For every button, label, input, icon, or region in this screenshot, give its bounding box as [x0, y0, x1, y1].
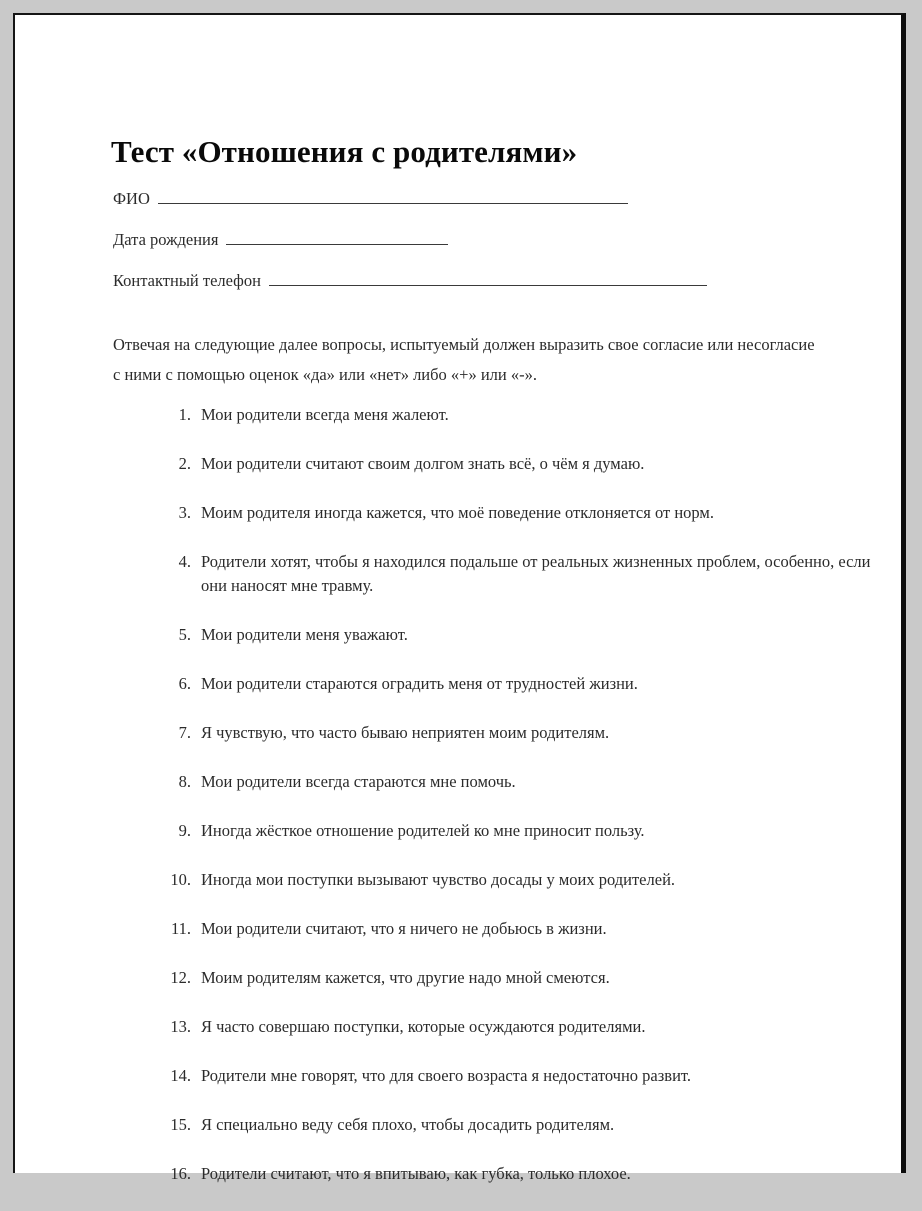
question-item — [153, 452, 883, 476]
form-row — [113, 230, 853, 271]
question-number: 9. — [178, 821, 191, 840]
question-number: 2. — [178, 454, 191, 473]
question-text: Мои родители считают, что я ничего не добьюсь в жизни. — [201, 919, 607, 938]
question-text: Моим родителям кажется, что другие надо мной смеются. — [201, 968, 610, 987]
question-number: 12. — [170, 968, 191, 987]
form-field-label: Дата рождения — [113, 230, 219, 249]
question-text: Мои родители стараются оградить меня от трудностей жизни. — [201, 674, 638, 693]
form-field-blank[interactable] — [158, 190, 628, 204]
question-item — [153, 501, 883, 525]
question-number: 7. — [178, 723, 191, 742]
question-number: 10. — [170, 870, 191, 889]
question-number: 14. — [170, 1066, 191, 1085]
form-row — [113, 189, 853, 230]
question-item — [153, 819, 883, 843]
question-number: 16. — [170, 1164, 191, 1183]
question-number: 3. — [178, 503, 191, 522]
form-field-blank[interactable] — [226, 231, 448, 245]
question-number: 5. — [178, 625, 191, 644]
respondent-form — [113, 189, 853, 312]
question-text: Родители мне говорят, что для своего возраста я недостаточно развит. — [201, 1066, 691, 1085]
question-text: Моим родителя иногда кажется, что моё поведение отклоняется от норм. — [201, 503, 714, 522]
question-number: 11. — [170, 919, 191, 938]
question-text: Я чувствую, что часто бываю неприятен моим родителям. — [201, 723, 610, 742]
question-text: Мои родители всегда стараются мне помочь. — [201, 772, 516, 791]
question-number: 8. — [178, 772, 191, 791]
question-item — [153, 1113, 883, 1137]
question-text: Родители хотят, чтобы я находился подальше от реальных жизненных проблем, особенно, если они наносят мне травму. — [201, 552, 871, 595]
form-field-blank[interactable] — [269, 272, 707, 286]
instructions-paragraph: Отвечая на следующие далее вопросы, испытуемый должен выразить свое согласие или несогласие с ними с помощью оценок «да» или «нет» либо «+» или «-». — [113, 334, 815, 384]
question-list — [113, 403, 883, 1211]
page-content — [15, 15, 901, 1183]
question-text: Мои родители меня уважают. — [201, 625, 408, 644]
question-item — [153, 403, 883, 427]
question-text: Мои родители считают своим долгом знать всё, о чём я думаю. — [201, 454, 645, 473]
question-number: 15. — [170, 1115, 191, 1134]
page-title: Тест «Отношения с родителями» — [111, 133, 578, 169]
question-item — [153, 966, 883, 990]
question-number: 6. — [178, 674, 191, 693]
question-item — [153, 770, 883, 794]
form-row — [113, 271, 853, 312]
question-item — [153, 917, 883, 941]
question-item — [153, 1064, 883, 1088]
question-text: Мои родители всегда меня жалеют. — [201, 405, 449, 424]
question-text: Я специально веду себя плохо, чтобы досадить родителям. — [201, 1115, 615, 1134]
question-text: Иногда жёсткое отношение родителей ко мне приносит пользу. — [201, 821, 645, 840]
question-item — [153, 1162, 883, 1186]
form-field-label: ФИО — [113, 189, 150, 208]
question-number: 4. — [178, 552, 191, 571]
question-item — [153, 868, 883, 892]
question-item — [153, 550, 883, 598]
question-text: Родители считают, что я впитываю, как губка, только плохое. — [201, 1164, 631, 1183]
question-text: Я часто совершаю поступки, которые осуждаются родителями. — [201, 1017, 646, 1036]
document-page — [13, 13, 906, 1183]
question-number: 13. — [170, 1017, 191, 1036]
question-item — [153, 1015, 883, 1039]
form-field-label: Контактный телефон — [113, 271, 261, 290]
question-item — [153, 721, 883, 745]
question-number: 1. — [178, 405, 191, 424]
question-item — [153, 672, 883, 696]
question-text: Иногда мои поступки вызывают чувство досады у моих родителей. — [201, 870, 676, 889]
question-item — [153, 623, 883, 647]
